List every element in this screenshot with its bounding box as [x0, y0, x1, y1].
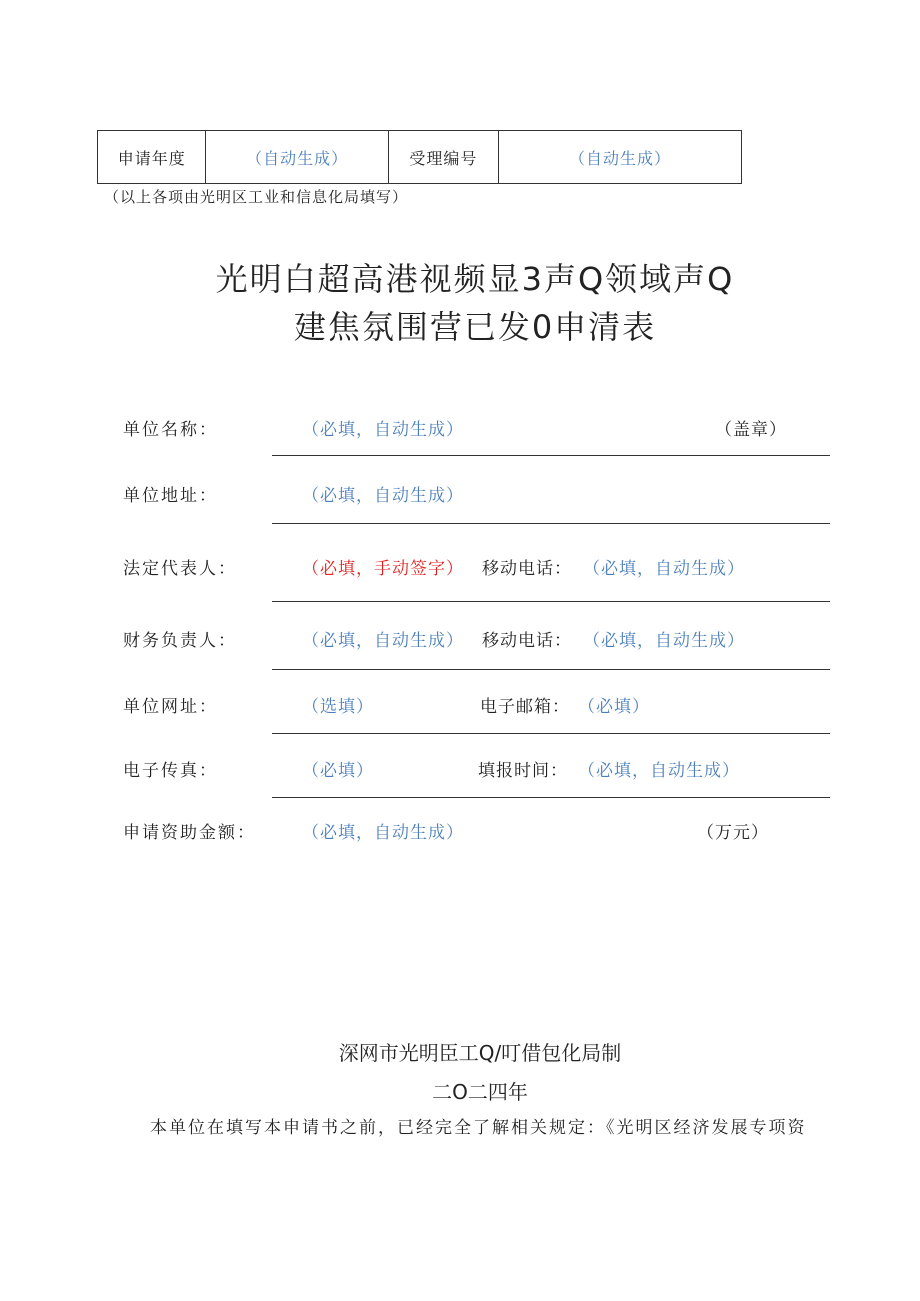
email-field[interactable]: （必填）: [578, 697, 650, 717]
unit-name-field[interactable]: （必填，自动生成）: [302, 420, 464, 440]
unit-address-field[interactable]: （必填，自动生成）: [302, 486, 464, 506]
amount-label: 申请资助金额：: [123, 823, 256, 843]
underline: [272, 455, 830, 456]
fill-time-label: 填报时间：: [478, 761, 568, 781]
seal-label: （盖章）: [715, 420, 787, 440]
amount-unit-label: （万元）: [697, 823, 769, 843]
fill-time-field[interactable]: （必填，自动生成）: [578, 761, 740, 781]
legal-mobile-field[interactable]: （必填，自动生成）: [583, 559, 745, 579]
finance-mobile-label: 移动电话：: [482, 631, 572, 651]
underline: [272, 523, 830, 524]
website-field[interactable]: （选填）: [302, 697, 374, 717]
finance-mobile-field[interactable]: （必填，自动生成）: [583, 631, 745, 651]
finance-label: 财务负责人：: [123, 631, 237, 651]
declaration-text: 本单位在填写本申请书之前，已经完全了解相关规定：《光明区经济发展专项资: [150, 1118, 807, 1138]
issuing-organization: 深网市光明臣工Q/叮借包化局制: [338, 1041, 622, 1065]
legal-rep-field[interactable]: （必填，手动签字）: [302, 559, 464, 579]
fill-note: （以上各项由光明区工业和信息化局填写）: [104, 188, 409, 206]
accept-number-label: 受理编号: [388, 131, 498, 184]
page-title-line-2: 建焦氛围营已发0申清表: [293, 308, 657, 346]
year-value[interactable]: （自动生成）: [206, 131, 388, 184]
fax-label: 电子传真：: [123, 761, 218, 781]
website-label: 单位网址：: [123, 697, 218, 717]
underline: [272, 669, 830, 670]
acceptance-info-table: [97, 130, 742, 184]
email-label: 电子邮箱：: [480, 697, 570, 717]
underline: [272, 601, 830, 602]
page-title-line-1: 光明白超高港视频显3声Q领域声Q: [215, 260, 735, 298]
legal-mobile-label: 移动电话：: [482, 559, 572, 579]
issue-year: 二O二四年: [432, 1080, 528, 1104]
table-row: [98, 131, 742, 184]
underline: [272, 733, 830, 734]
amount-field[interactable]: （必填，自动生成）: [302, 823, 464, 843]
fax-field[interactable]: （必填）: [302, 761, 374, 781]
unit-address-label: 单位地址：: [123, 486, 218, 506]
underline: [272, 797, 830, 798]
accept-number-value[interactable]: （自动生成）: [499, 131, 742, 184]
year-label: 申请年度: [98, 131, 206, 184]
legal-rep-label: 法定代表人：: [123, 559, 237, 579]
finance-field[interactable]: （必填，自动生成）: [302, 631, 464, 651]
unit-name-label: 单位名称：: [123, 420, 218, 440]
